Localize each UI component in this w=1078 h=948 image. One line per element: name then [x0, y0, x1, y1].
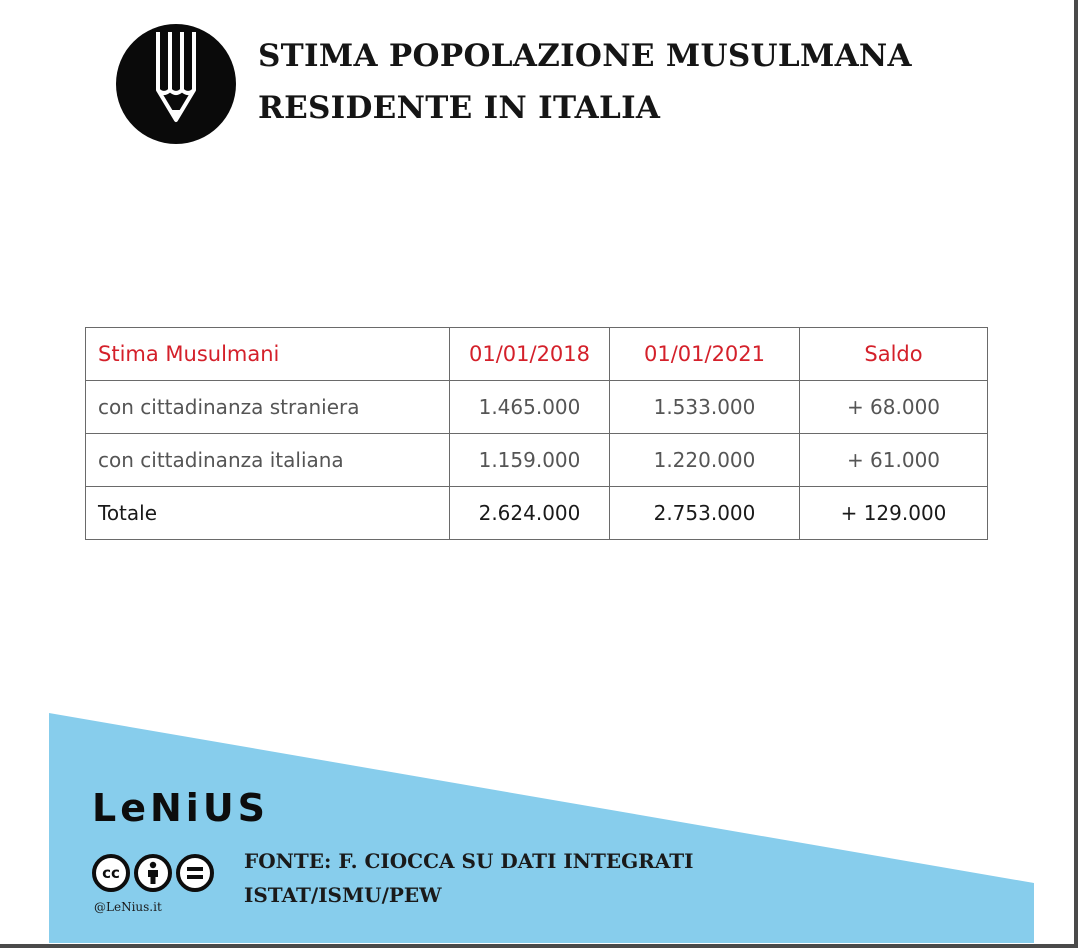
source-note — [244, 844, 693, 912]
header-cell: Saldo — [800, 328, 988, 381]
frame-border-bottom — [0, 944, 1078, 948]
table-cell: + 61.000 — [800, 434, 988, 487]
table-cell: 1.159.000 — [450, 434, 610, 487]
cc-icon: cc — [92, 854, 130, 892]
header-cell: Stima Musulmani — [86, 328, 450, 381]
row-label: con cittadinanza straniera — [86, 381, 450, 434]
social-handle: @LeNius.it — [94, 900, 162, 914]
table-cell: 2.624.000 — [450, 487, 610, 540]
attribution-icon — [134, 854, 172, 892]
row-label: con cittadinanza italiana — [86, 434, 450, 487]
header-cell: 01/01/2021 — [610, 328, 800, 381]
source-line-2: ISTAT/ISMU/PEW — [244, 883, 442, 907]
table-cell: 1.465.000 — [450, 381, 610, 434]
title-line-2: RESIDENTE IN ITALIA — [258, 90, 661, 126]
header-cell: 01/01/2018 — [450, 328, 610, 381]
row-label: Totale — [86, 487, 450, 540]
no-derivatives-icon — [176, 854, 214, 892]
license-icons — [92, 854, 214, 892]
source-line-1: FONTE: F. CIOCCA SU DATI INTEGRATI — [244, 849, 694, 873]
frame-border-right — [1074, 0, 1078, 948]
table-cell: + 68.000 — [800, 381, 988, 434]
table-cell: + 129.000 — [800, 487, 988, 540]
brand-logo: LeNiUS — [92, 786, 270, 830]
table-cell: 1.220.000 — [610, 434, 800, 487]
table-cell: 2.753.000 — [610, 487, 800, 540]
table-cell: 1.533.000 — [610, 381, 800, 434]
title-line-1: STIMA POPOLAZIONE MUSULMANA — [258, 38, 912, 74]
